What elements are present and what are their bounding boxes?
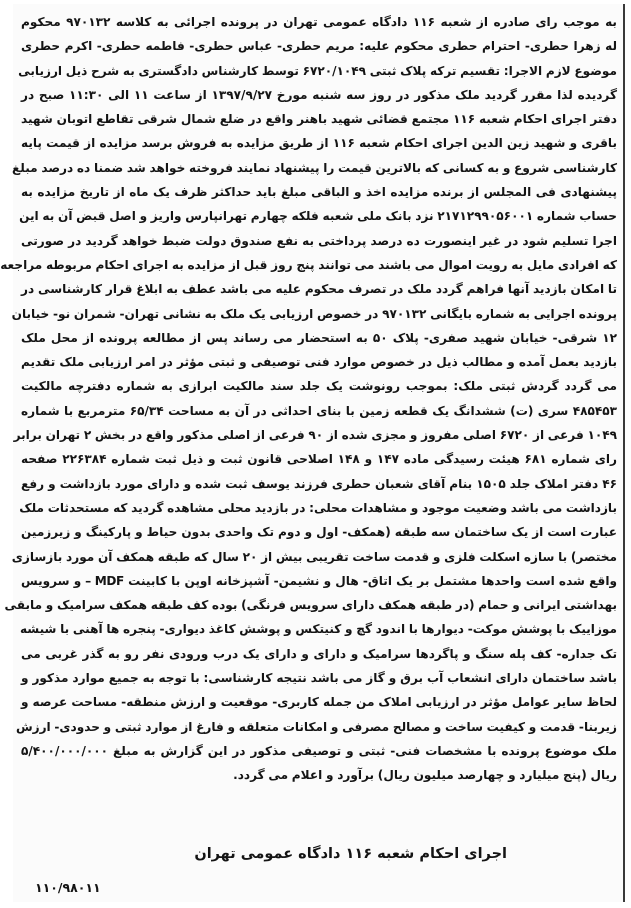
body-line: بازدید بعمل آمده و مطالب ذیل در خصوص موارد فنی توصیفی و ثبتی مؤثر در امر ارزیابی ملک تقدیم — [21, 355, 617, 370]
notice-body — [0, 10, 618, 788]
body-line: که افرادی مایل به رویت اموال می باشند می توانند پنج روز قبل از مزایده به اجرای احکام مربوطه مراجعه — [0, 257, 617, 272]
body-line: باقری و شهید زین الدین اجرای احکام شعبه ۱۱۶ از طریق مزایده به فروش برسد مزایده از قیمت پایه — [21, 136, 617, 151]
body-line: به موجب رای صادره از شعبه ۱۱۶ دادگاه عمومی تهران در پرونده اجرائی به کلاسه ۹۷۰۱۳۲ محکوم — [21, 15, 617, 29]
body-line: ۴۶ دفتر املاک جلد ۱۵۰۵ بنام آقای شعبان حطری فرزند یوسف ثبت شده و دارای مورد بازداشت و رفع — [21, 476, 618, 491]
body-line: باشد ساختمان دارای انشعاب آب برق و گاز می باشد نتیجه کارشناسی: با توجه به جمیع موارد مذکور و — [21, 671, 617, 686]
body-line: تک جداره- کف پله سنگ و پاگردها سرامیک و دارای و دارای یک درب ورودی نفر رو به گذر غربی می — [21, 646, 617, 661]
body-line: واقع شده است واحدها مشتمل بر یک اتاق- هال و نشیمن- آشپزخانه اوپن با کابینت MDF – و سرویس — [21, 573, 617, 588]
body-line: حساب شماره ۲۱۷۱۲۹۹۰۵۶۰۰۱ نزد بانک ملی شعبه فلکه چهارم تهرانپارس واریز و اصل قبض آن به این — [19, 209, 617, 224]
signature-block — [13, 844, 625, 895]
body-line: می گردد گردش ثبتی ملک: بموجب رونوشت یک جلد سند مالکیت ابرازی به شماره دفترچه مالکیت — [21, 379, 617, 394]
body-line: موضوع لازم الاجرا: تقسیم ترکه پلاک ثبتی ۶۷۲۰/۱۰۴۹ توسط کارشناس دادگستری به شرح ذیل ارزیابی — [18, 63, 617, 78]
body-line: زیربنا- قدمت و کیفیت ساخت و مصالح مصرفی و امکانات متعلقه و فارغ از موارد ثبتی و حدودی- ارزش — [15, 719, 617, 734]
body-line: ملک موضوع پرونده با مشخصات فنی- ثبتی و توصیفی مذکور در این گزارش به مبلغ ۵/۴۰۰/۰۰۰/۰۰۰ — [21, 743, 617, 758]
body-line: پرونده اجرایی به شماره بایگانی ۹۷۰۱۳۲ در خصوص ارزیابی یک ملک به نشانی تهران- شمران نو- خیابان — [11, 306, 617, 321]
body-line: اجرا تسلیم شود در غیر اینصورت ده درصد پرداختی به نفع صندوق دولت ضبط خواهد گردید در صورتی — [21, 233, 617, 248]
body-line: گردیده لذا مقرر گردید ملک مذکور در روز سه شنبه مورخ ۱۳۹۷/۹/۲۷ از ساعت ۱۱ الی ۱۱:۳۰ صبح در — [21, 87, 617, 102]
body-line: ۴۸۵۴۵۳ سری (ت) ششدانگ یک قطعه زمین با بنای احداثی در آن به مساحت ۶۵/۳۴ مترمربع با شماره — [21, 403, 618, 418]
court-auction-notice — [0, 4, 625, 902]
body-line: بازداشت می باشد وضعیت موجود و مشاهدات محلی: در بازدید محلی مشاهده گردید که مستحدثات ملک — [19, 500, 617, 515]
body-line: موزاییک با پوشش موکت- دیوارها با اندود گچ و کنیتکس و پوشش کاغذ دیواری- پنجره ها آهنی با شیشه — [19, 622, 617, 637]
signature: اجرای احکام شعبه ۱۱۶ دادگاه عمومی تهران — [194, 846, 507, 862]
body-line: بهداشتی ایرانی و حمام (در طبقه همکف دارای سرویس فرنگی) بوده کف طبقه همکف سرامیک و مابقی — [4, 598, 617, 613]
body-line: ۱۲ شرقی- خیابان شهید صفری- پلاک ۵۰ به استحضار می رساند پس از مطالعه پرونده از محل ملک — [21, 330, 617, 345]
body-line: تا امکان بازدید آنها فراهم گردد ملک در تصرف محکوم علیه می باشد عطف به ابلاغ قرار کارشناسی در — [21, 282, 617, 297]
body-line: مختصر) با سازه اسکلت فلزی و قدمت ساخت تقریبی بیش از ۲۰ سال که طبقه همکف آن مورد بازسازی — [11, 549, 617, 564]
body-line: ۱۰۴۹ فرعی از ۶۷۲۰ اصلی مفروز و مجزی شده از ۹۰ فرعی از اصلی مذکور واقع در بخش ۲ تهران برابر — [13, 428, 617, 443]
body-line: کارشناسی شروع و به کسانی که بالاترین قیمت را پیشنهاد نمایند فروخته خواهد شد ضمنا ده درصد مبلغ — [12, 160, 617, 175]
body-line: رای شماره ۶۸۱ هیئت رسیدگی ماده ۱۴۷ و ۱۴۸ اصلاحی قانون ثبت و ذیل ثبت شماره ۲۲۶۳۸۴ صفحه — [21, 452, 617, 467]
body-line: عبارت است از یک ساختمان سه طبقه (همکف- اول و دوم تک واحدی بدون حیاط و پارکینگ و زیرزمین — [21, 525, 617, 540]
reference-code: ۱۱۰/۹۸۰۱۱ — [35, 880, 101, 895]
body-line: پیشنهادی فی المجلس از برنده مزایده اخذ و الباقی مبلغ باید حداکثر ظرف یک ماه از تاریخ مزایده به — [21, 185, 617, 200]
body-line: دفتر اجرای احکام شعبه ۱۱۶ مجتمع قضائی شهید باهنر واقع در ضلع شمال شرقی تقاطع اتوبان شهید — [21, 112, 617, 127]
body-line: له زهرا حطری- احترام حطری محکوم علیه: مریم حطری- عباس حطری- فاطمه حطری- اکرم حطری — [21, 39, 617, 54]
body-line-last: ریال (پنج میلیارد و چهارصد میلیون ریال) برآورد و اعلام می گردد. — [233, 768, 617, 783]
column-rule — [623, 4, 625, 902]
body-line: لحاظ سایر عوامل مؤثر در ارزیابی املاک من جمله کاربری- موقعیت و ارزش منطقه- مساحت عرصه و — [21, 695, 617, 710]
